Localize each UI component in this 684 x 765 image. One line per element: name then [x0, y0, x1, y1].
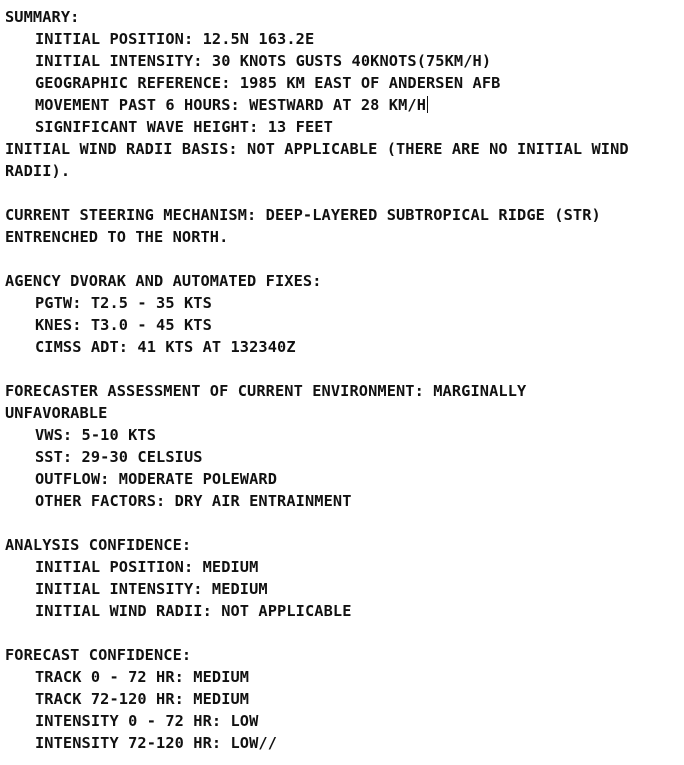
- environment-heading-line-2: UNFAVORABLE: [5, 404, 108, 422]
- environment-other-factors: OTHER FACTORS: DRY AIR ENTRAINMENT: [35, 492, 352, 510]
- forecast-intensity-72-120: INTENSITY 72-120 HR: LOW//: [35, 734, 278, 752]
- forecast-intensity-0-72: INTENSITY 0 - 72 HR: LOW: [35, 712, 259, 730]
- environment-outflow: OUTFLOW: MODERATE POLEWARD: [35, 470, 278, 488]
- forecast-track-72-120: TRACK 72-120 HR: MEDIUM: [35, 690, 250, 708]
- analysis-confidence-heading: ANALYSIS CONFIDENCE:: [5, 536, 192, 554]
- steering-mechanism-line-1: CURRENT STEERING MECHANISM: DEEP-LAYERED SUBTROPICAL RIDGE (STR): [5, 206, 601, 224]
- fix-pgtw: PGTW: T2.5 - 35 KTS: [35, 294, 212, 312]
- initial-intensity-line: INITIAL INTENSITY: 30 KNOTS GUSTS 40KNOTS(75KM/H): [35, 52, 492, 70]
- spacer: [5, 512, 684, 534]
- movement-line-wrapper: [5, 94, 684, 116]
- initial-position-line: INITIAL POSITION: 12.5N 163.2E: [35, 30, 315, 48]
- spacer: [5, 248, 684, 270]
- movement-line: MOVEMENT PAST 6 HOURS: WESTWARD AT 28 KM/H: [35, 96, 426, 114]
- fixes-heading: AGENCY DVORAK AND AUTOMATED FIXES:: [5, 272, 322, 290]
- geographic-reference-line: GEOGRAPHIC REFERENCE: 1985 KM EAST OF ANDERSEN AFB: [35, 74, 501, 92]
- steering-mechanism-line-2: ENTRENCHED TO THE NORTH.: [5, 228, 229, 246]
- summary-heading: SUMMARY:: [5, 8, 80, 26]
- forecast-track-0-72: TRACK 0 - 72 HR: MEDIUM: [35, 668, 250, 686]
- environment-sst: SST: 29-30 CELSIUS: [35, 448, 203, 466]
- text-cursor: [427, 96, 428, 113]
- wind-radii-basis-line-1: INITIAL WIND RADII BASIS: NOT APPLICABLE (THERE ARE NO INITIAL WIND: [5, 140, 629, 158]
- analysis-confidence-wind-radii: INITIAL WIND RADII: NOT APPLICABLE: [35, 602, 352, 620]
- environment-vws: VWS: 5-10 KTS: [35, 426, 157, 444]
- environment-heading-line-1: FORECASTER ASSESSMENT OF CURRENT ENVIRONMENT: MARGINALLY: [5, 382, 527, 400]
- bulletin-document: [5, 6, 684, 754]
- analysis-confidence-position: INITIAL POSITION: MEDIUM: [35, 558, 259, 576]
- spacer: [5, 622, 684, 644]
- spacer: [5, 358, 684, 380]
- spacer: [5, 182, 684, 204]
- fix-knes: KNES: T3.0 - 45 KTS: [35, 316, 212, 334]
- analysis-confidence-intensity: INITIAL INTENSITY: MEDIUM: [35, 580, 268, 598]
- wave-height-line: SIGNIFICANT WAVE HEIGHT: 13 FEET: [35, 118, 333, 136]
- wind-radii-basis-line-2: RADII).: [5, 162, 71, 180]
- fix-cimss-adt: CIMSS ADT: 41 KTS AT 132340Z: [35, 338, 296, 356]
- forecast-confidence-heading: FORECAST CONFIDENCE:: [5, 646, 192, 664]
